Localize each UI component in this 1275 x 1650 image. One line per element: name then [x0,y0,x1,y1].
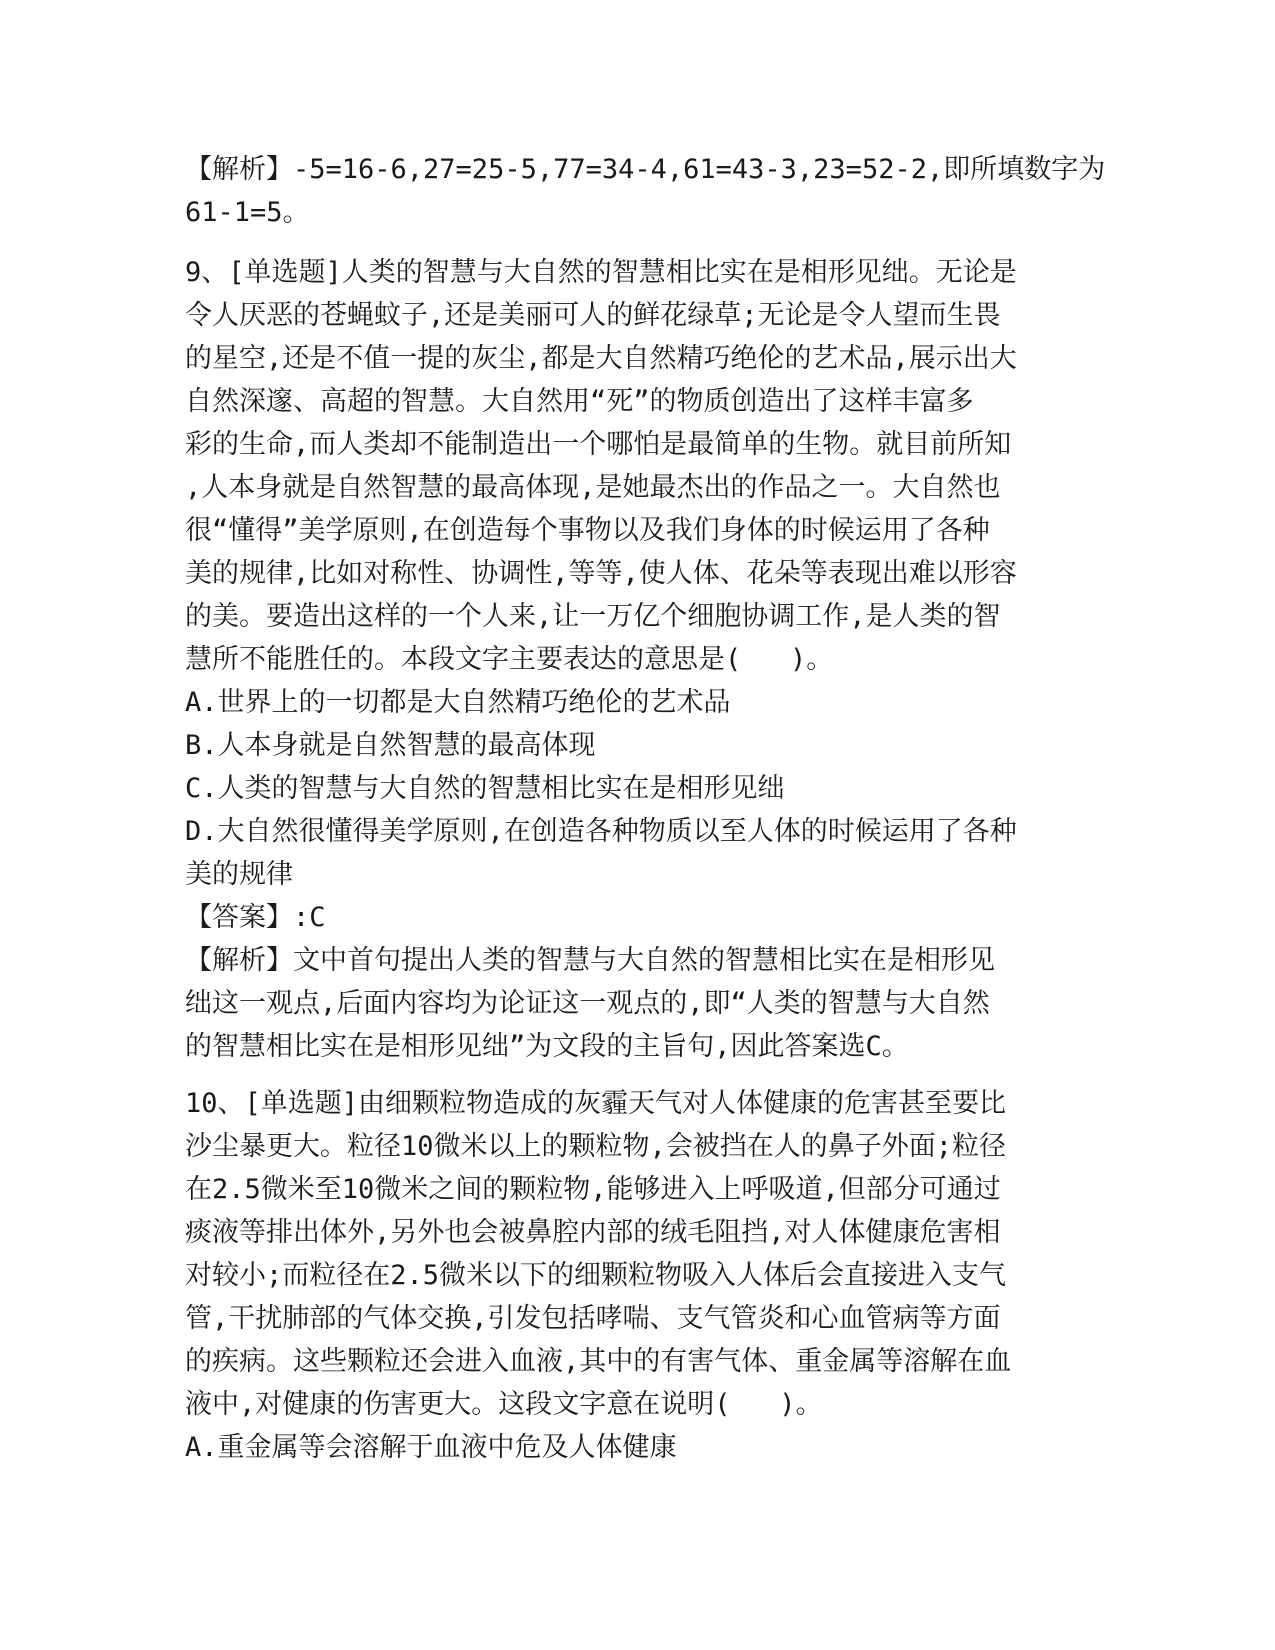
question-10 [185,1082,1080,1469]
question-stem-line: 在2.5微米至10微米之间的颗粒物,能够进入上呼吸道,但部分可通过 [185,1174,1001,1205]
explanation-line: 【解析】文中首句提出人类的智慧与大自然的智慧相比实在是相形见 [185,945,995,976]
explanation-line: 【解析】-5=16-6,27=25-5,77=34-4,61=43-3,23=52-2,即所填数字为 [185,154,1106,185]
option-b: B.人本身就是自然智慧的最高体现 [185,730,596,761]
answer: 【答案】:C [185,902,326,933]
question-9 [185,251,1080,1068]
question-stem-line: 的美。要造出这样的一个人来,让一万亿个细胞协调工作,是人类的智 [185,601,1001,632]
explanation-line: 61-1=5。 [185,197,310,228]
option-a: A.世界上的一切都是大自然精巧绝伦的艺术品 [185,687,731,718]
question-stem-line: 彩的生命,而人类却不能制造出一个哪怕是最简单的生物。就目前所知 [185,429,1012,460]
question-stem-line: 自然深邃、高超的智慧。大自然用“死”的物质创造出了这样丰富多 [185,386,974,417]
question-stem-line: 痰液等排出体外,另外也会被鼻腔内部的绒毛阻挡,对人体健康危害相 [185,1217,1001,1248]
question-stem-line: ,人本身就是自然智慧的最高体现,是她最杰出的作品之一。大自然也 [185,472,1001,503]
option-d-continued: 美的规律 [185,859,293,890]
option-d: D.大自然很懂得美学原则,在创造各种物质以至人体的时候运用了各种 [185,816,1017,847]
question-stem-line: 的星空,还是不值一提的灰尘,都是大自然精巧绝伦的艺术品,展示出大 [185,343,1017,374]
question-stem-line: 10、[单选题]由细颗粒物造成的灰霾天气对人体健康的危害甚至要比 [185,1088,1007,1119]
explanation-line: 绌这一观点,后面内容均为论证这一观点的,即“人类的智慧与大自然 [185,988,990,1019]
question-stem-line: 液中,对健康的伤害更大。这段文字意在说明( )。 [185,1389,823,1420]
question-stem-line: 令人厌恶的苍蝇蚊子,还是美丽可人的鲜花绿草;无论是令人望而生畏 [185,300,1001,331]
question-stem-line: 管,干扰肺部的气体交换,引发包括哮喘、支气管炎和心血管病等方面 [185,1303,1001,1334]
option-a: A.重金属等会溶解于血液中危及人体健康 [185,1432,677,1463]
previous-explanation [185,148,1106,234]
question-stem-line: 美的规律,比如对称性、协调性,等等,使人体、花朵等表现出难以形容 [185,558,1017,589]
question-stem-line: 沙尘暴更大。粒径10微米以上的颗粒物,会被挡在人的鼻子外面;粒径 [185,1131,1007,1162]
explanation-line: 的智慧相比实在是相形见绌”为文段的主旨句,因此答案选C。 [185,1031,909,1062]
question-stem-line: 的疾病。这些颗粒还会进入血液,其中的有害气体、重金属等溶解在血 [185,1346,1012,1377]
question-stem-line: 很“懂得”美学原则,在创造每个事物以及我们身体的时候运用了各种 [185,515,990,546]
question-stem-line: 慧所不能胜任的。本段文字主要表达的意思是( )。 [185,644,834,675]
question-stem-line: 对较小;而粒径在2.5微米以下的细颗粒物吸入人体后会直接进入支气 [185,1260,1007,1291]
question-stem-line: 9、[单选题]人类的智慧与大自然的智慧相比实在是相形见绌。无论是 [185,257,1017,288]
option-c: C.人类的智慧与大自然的智慧相比实在是相形见绌 [185,773,785,804]
